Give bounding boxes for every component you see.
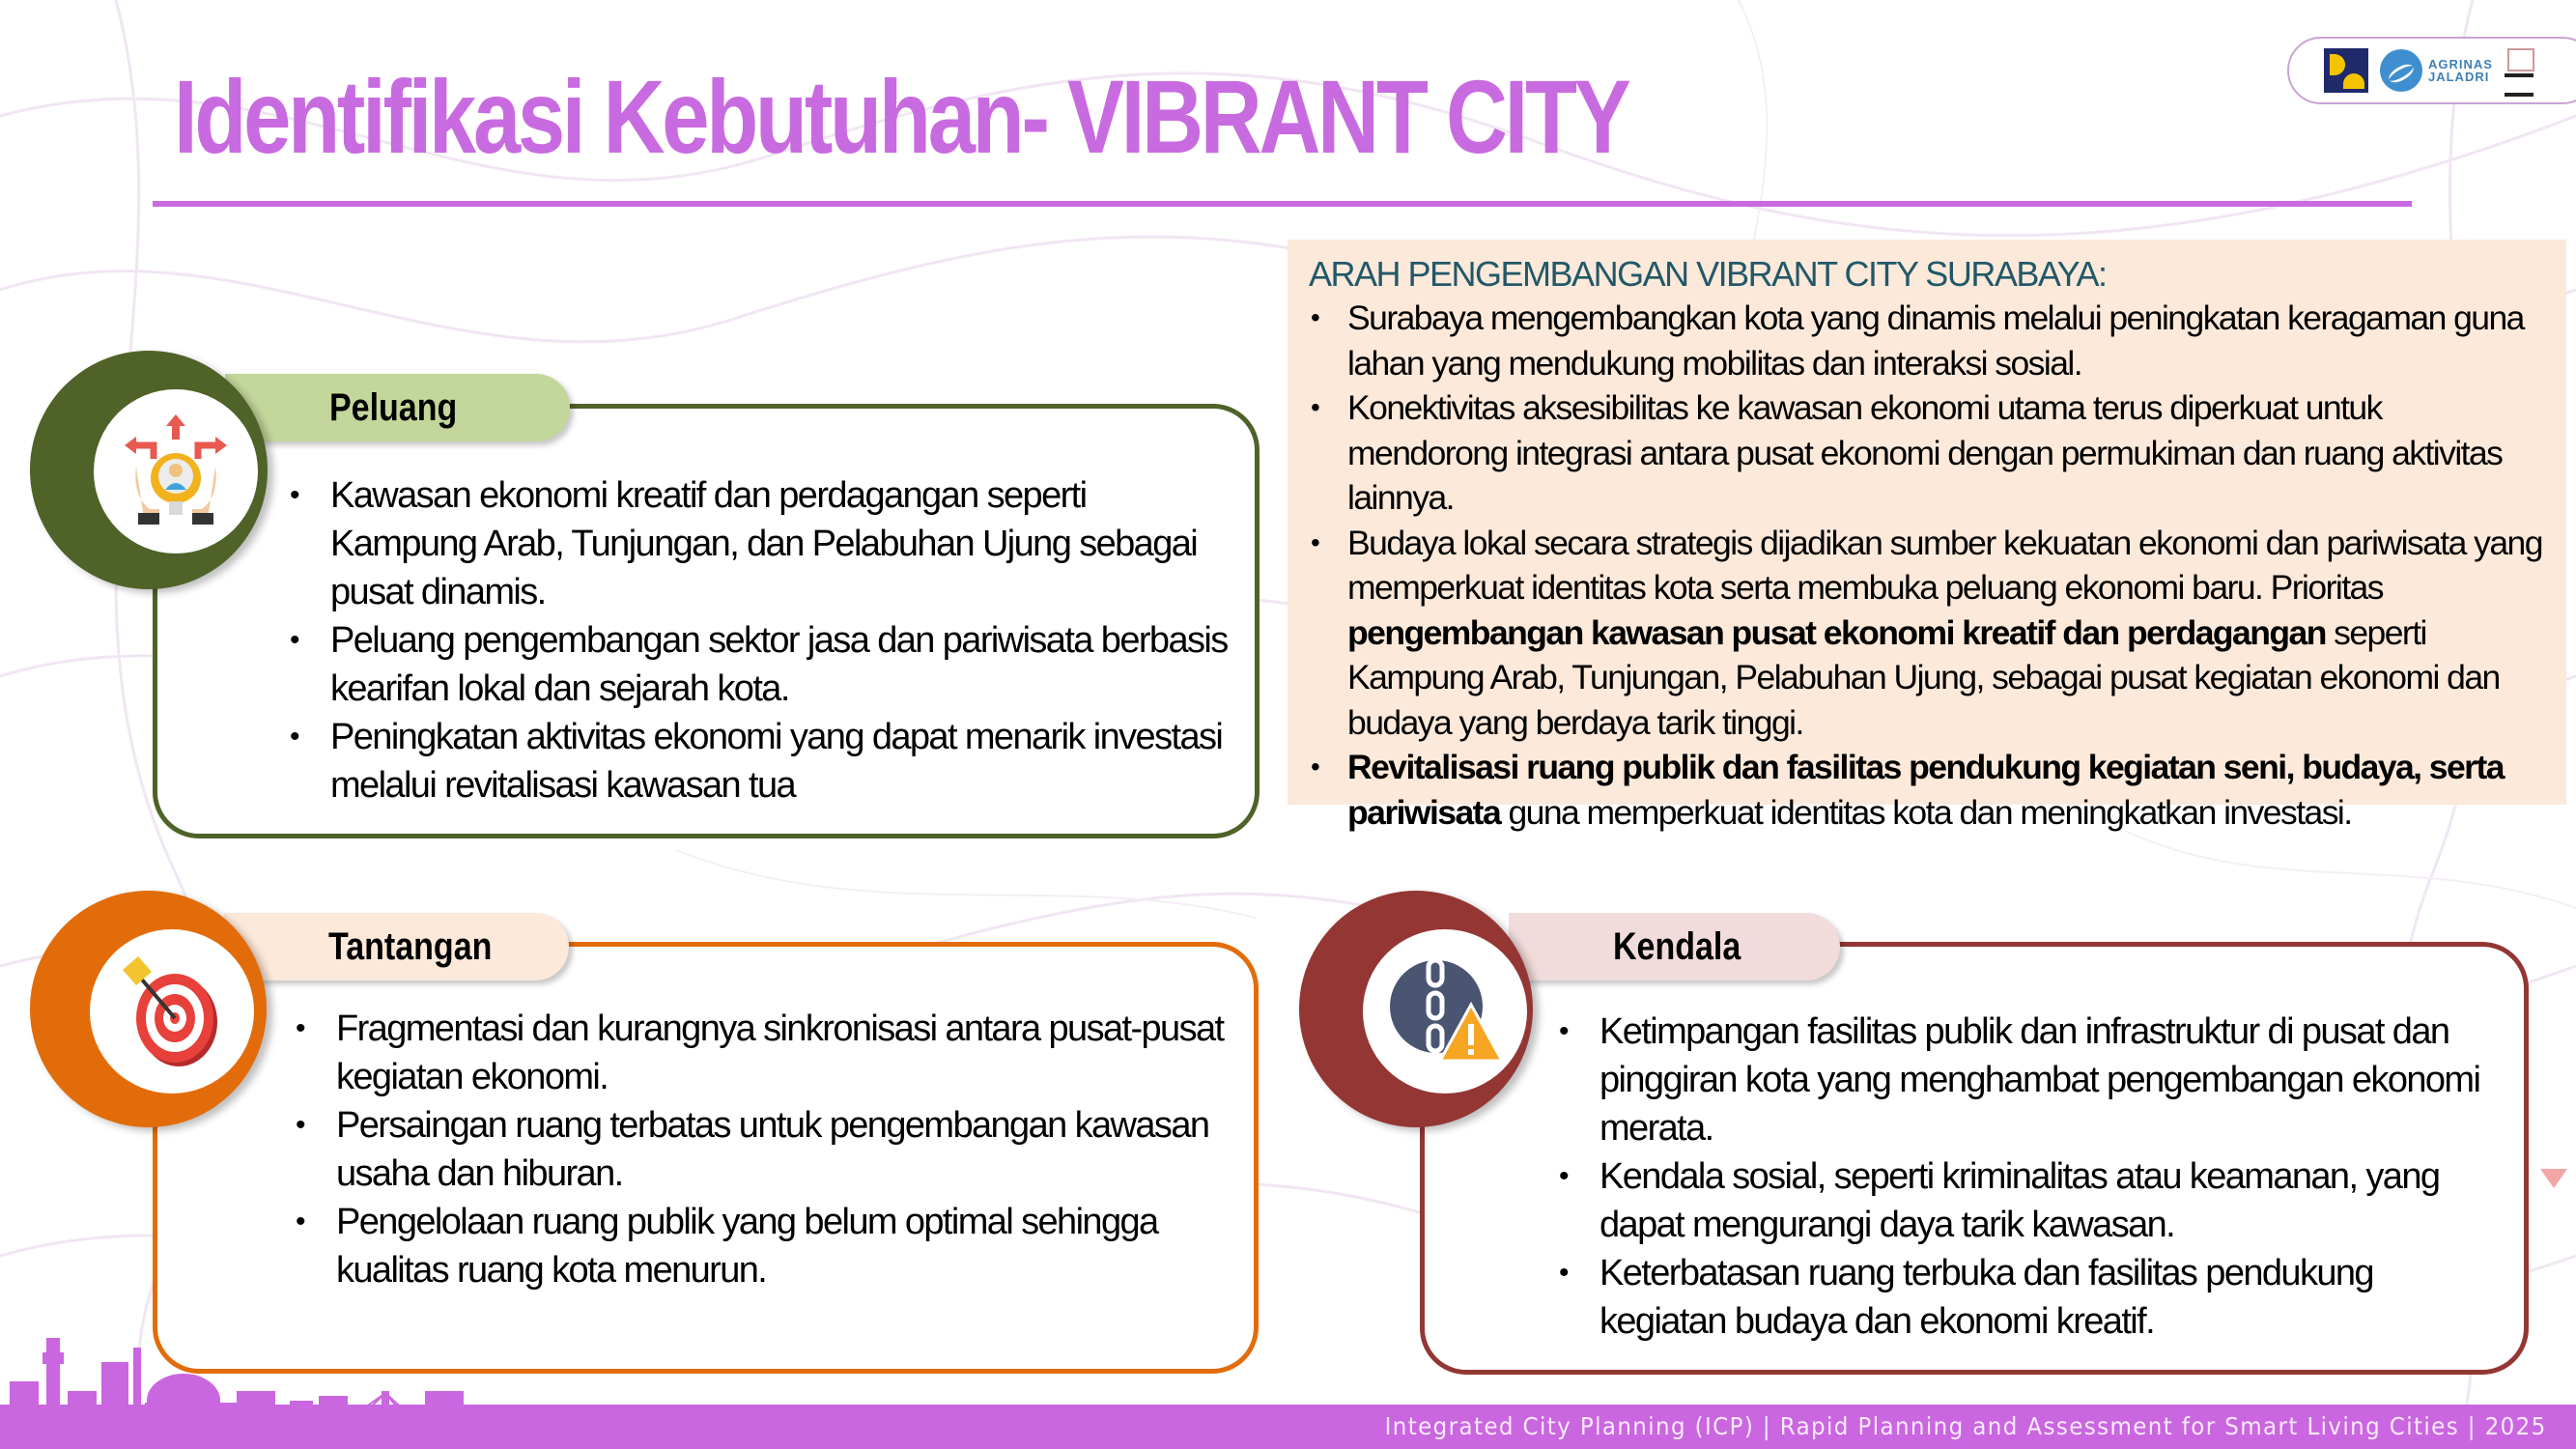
list-item: • Budaya lokal secara strategis dijadikan sumber kekuatan ekonomi dan pariwisata yang memperkuat identitas kota serta membuka peluang ekonomi baru. Prioritas pengembangan kawasan pusat ekonomi kreatif dan perdagangan seperti Kampung Arab, Tunjungan, Pelabuhan Ujung, sebagai pusat kegiatan ekonomi dan budaya yang berdaya tarik tinggi. [1309,521,2547,746]
pu-logo-icon [2324,48,2368,93]
kendala-label: Kendala [1613,924,1741,968]
list-item: • Peluang pengembangan sektor jasa dan pariwisata berbasis kearifan lokal dan sejarah kota. [288,616,1234,713]
arah-title: ARAH PENGEMBANGAN VIBRANT CITY SURABAYA: [1309,254,2107,294]
logo-text-line2: JALADRI [2428,70,2490,84]
emphasis: Revitalisasi ruang publik dan fasilitas pendukung kegiatan seni, budaya, serta pariwisata [1347,748,2504,832]
list-item: • Pengelolaan ruang publik yang belum optimal sehingga kualitas ruang kota menurun. [294,1198,1240,1294]
list-item: • Kendala sosial, seperti kriminalitas atau keamanan, yang dapat mengurangi daya tarik kawasan. [1557,1152,2504,1249]
peluang-label-pill [225,374,570,441]
kendala-list [1557,1008,2504,1346]
kendala-label-pill [1509,913,1840,980]
title-divider [153,201,2412,207]
tantangan-label: Tantangan [328,924,493,968]
kendala-icon-holder [1363,929,1527,1094]
list-item: • Fragmentasi dan kurangnya sinkronisasi antara pusat-pusat kegiatan ekonomi. [294,1005,1240,1101]
list-item: • Peningkatan aktivitas ekonomi yang dapat menarik investasi melalui revitalisasi kawasan tua [288,713,1234,810]
list-item: • Revitalisasi ruang publik dan fasilitas pendukung kegiatan seni, budaya, serta pariwisata guna memperkuat identitas kota dan meningkatkan investasi. [1309,745,2547,835]
tantangan-label-pill [224,913,569,980]
logo-text-line1: AGRINAS [2428,57,2493,71]
page-title: Identifikasi Kebutuhan- VIBRANT CITY [174,58,1628,175]
arah-list [1309,296,2547,835]
peluang-list [288,471,1234,810]
list-item: • Ketimpangan fasilitas publik dan infrastruktur di pusat dan pinggiran kota yang menghambat pengembangan ekonomi merata. [1557,1008,2504,1152]
list-item: • Kawasan ekonomi kreatif dan perdagangan seperti Kampung Arab, Tunjungan, dan Pelabuhan Ujung sebagai pusat dinamis. [288,471,1234,616]
partner-logos [2287,37,2576,104]
agrinas-jaladri-logo [2380,49,2493,92]
peluang-icon-holder [94,389,258,554]
target-icon [109,949,235,1074]
idea-opportunity-icon [113,409,239,534]
chain-warning-icon [1382,949,1508,1074]
list-item: • Persaingan ruang terbatas untuk pengembangan kawasan usaha dan hiburan. [294,1101,1240,1198]
globe-icon [2380,49,2422,92]
city-skyline-illustration [0,1323,599,1449]
institution-logo-icon [2505,48,2534,93]
emphasis: pengembangan kawasan pusat ekonomi kreatif dan perdagangan [1347,612,2326,652]
arah-pengembangan-panel [1288,240,2566,832]
list-item: • Keterbatasan ruang terbuka dan fasilitas pendukung kegiatan budaya dan ekonomi kreatif. [1557,1249,2504,1346]
footer-text: Integrated City Planning (ICP) | Rapid Planning and Assessment for Smart Living Cities | 2025 [1384,1412,2547,1440]
peluang-label: Peluang [329,385,458,429]
list-item: • Konektivitas aksesibilitas ke kawasan ekonomi utama terus diperkuat untuk mendorong integrasi antara pusat ekonomi dengan permukiman dan ruang aktivitas lainnya. [1309,385,2547,521]
list-item: • Surabaya mengembangkan kota yang dinamis melalui peningkatan keragaman guna lahan yang mendukung mobilitas dan interaksi sosial. [1309,296,2547,385]
tantangan-list [294,1005,1240,1294]
tantangan-icon-holder [90,929,254,1094]
